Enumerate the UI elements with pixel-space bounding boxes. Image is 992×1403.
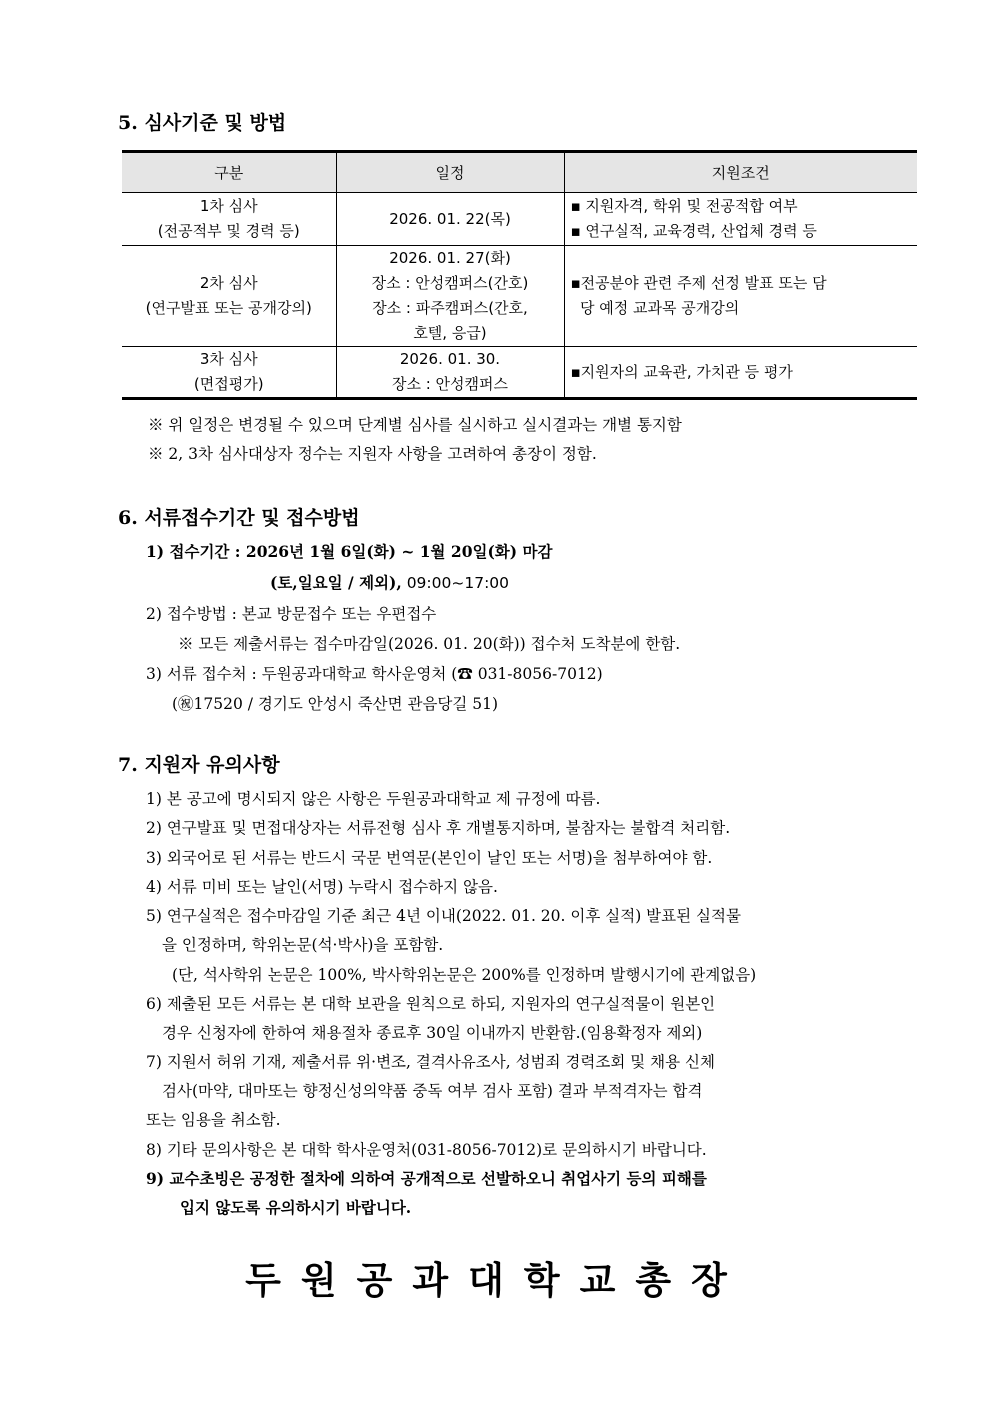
- table-header-row: [122, 152, 917, 193]
- issuer-signature: 두원공과대학교총장: [245, 1258, 747, 1302]
- application-period-exclusion: [270, 571, 509, 593]
- row2-schedule: [336, 246, 564, 347]
- section-7-title: 7. 지원자 유의사항: [118, 754, 280, 776]
- row1-schedule-line: 2026. 01. 22(목): [389, 209, 511, 228]
- notice-item-cont: 을 인정하며, 학위논문(석·박사)을 포함함.: [162, 936, 444, 954]
- row3-category-line: 3차 심사: [199, 350, 258, 368]
- row2-schedule-line: 2026. 01. 27(화): [389, 249, 511, 267]
- row1-schedule: [336, 193, 564, 246]
- row2-conditions: [564, 246, 917, 347]
- notice-item: 8) 기타 문의사항은 본 대학 학사운영처(031-8056-7012)로 문의하시기 바랍니다.: [146, 1141, 707, 1159]
- row2-condition-line: ▪전공분야 관련 주제 선정 발표 또는 담: [570, 274, 827, 292]
- note-line: ※ 위 일정은 변경될 수 있으며 단계별 심사를 실시하고 실시결과는 개별 통지함: [148, 416, 682, 434]
- row3-condition-line: ▪지원자의 교육관, 가치관 등 평가: [570, 362, 793, 381]
- exclusion-days: (토,일요일 / 제외),: [270, 573, 402, 592]
- notice-item: 1) 본 공고에 명시되지 않은 사항은 두원공과대학교 제 규정에 따름.: [146, 790, 601, 808]
- notice-item-cont: 검사(마약, 대마또는 향정신성의약품 중독 여부 검사 포함) 결과 부적격자는 합격: [162, 1082, 703, 1100]
- application-method-note: ※ 모든 제출서류는 접수마감일(2026. 01. 20(화)) 접수처 도착분에 한함.: [178, 635, 681, 653]
- row1-category-line: (전공적부 및 경력 등): [157, 222, 300, 240]
- row3-schedule: [336, 347, 564, 399]
- notice-item: 7) 지원서 허위 기재, 제출서류 위·변조, 결격사유조사, 성범죄 경력조회 및 채용 신체: [146, 1053, 715, 1071]
- row2-category-line: (연구발표 또는 공개강의): [145, 299, 312, 317]
- row2-category-line: 2차 심사: [199, 274, 258, 292]
- row2-schedule-line: 장소 : 파주캠퍼스(간호,: [372, 299, 528, 317]
- notice-item: 5) 연구실적은 접수마감일 기준 최근 4년 이내(2022. 01. 20. 이후 실적) 발표된 실적물: [146, 907, 741, 925]
- notice-item-cont: 또는 임용을 취소함.: [146, 1111, 281, 1129]
- notice-item-bold: 9) 교수초빙은 공정한 절차에 의하여 공개적으로 선발하오니 취업사기 등의 피해를: [146, 1169, 707, 1188]
- application-hours: 09:00~17:00: [401, 574, 510, 592]
- application-address: (㊗17520 / 경기도 안성시 죽산면 관음당길 51): [172, 695, 499, 713]
- row1-condition-line: ▪ 연구실적, 교육경력, 산업체 경력 등: [570, 222, 817, 240]
- row3-schedule-line: 2026. 01. 30.: [399, 350, 501, 368]
- notice-item-cont: (단, 석사학위 논문은 100%, 박사학위논문은 200%를 인정하며 발행시기에 관계없음): [172, 966, 757, 984]
- row3-category-line: (면접평가): [193, 375, 264, 393]
- section-5-title: 5. 심사기준 및 방법: [118, 112, 287, 134]
- review-criteria-table: [122, 150, 917, 400]
- application-period: 1) 접수기간 : 2026년 1월 6일(화) ~ 1월 20일(화) 마감: [146, 542, 553, 561]
- row3-category: [122, 347, 336, 399]
- row2-schedule-line: 호텔, 응급): [413, 324, 487, 342]
- notice-item: 3) 외국어로 된 서류는 반드시 국문 번역문(본인이 날인 또는 서명)을 첨부하여야 함.: [146, 849, 713, 867]
- section-6-title: 6. 서류접수기간 및 접수방법: [118, 507, 360, 529]
- header-category: 구분: [122, 152, 336, 193]
- row1-category: [122, 193, 336, 246]
- row2-schedule-line: 장소 : 안성캠퍼스(간호): [371, 274, 529, 292]
- note-line: ※ 2, 3차 심사대상자 정수는 지원자 사항을 고려하여 총장이 정함.: [148, 445, 597, 463]
- header-schedule: 일정: [336, 152, 564, 193]
- application-method: 2) 접수방법 : 본교 방문접수 또는 우편접수: [146, 605, 437, 623]
- row3-schedule-line: 장소 : 안성캠퍼스: [391, 375, 509, 393]
- notice-item: 6) 제출된 모든 서류는 본 대학 보관을 원칙으로 하되, 지원자의 연구실적물이 원본인: [146, 995, 716, 1013]
- application-office: 3) 서류 접수처 : 두원공과대학교 학사운영처 (☎ 031-8056-7012): [146, 665, 603, 683]
- row2-condition-line: 당 예정 교과목 공개강의: [570, 299, 740, 317]
- header-conditions: 지원조건: [564, 152, 917, 193]
- notice-item: 2) 연구발표 및 면접대상자는 서류전형 심사 후 개별통지하며, 불참자는 불합격 처리함.: [146, 819, 731, 837]
- notice-item: 4) 서류 미비 또는 날인(서명) 누락시 접수하지 않음.: [146, 878, 498, 896]
- notice-item-cont: 경우 신청자에 한하여 채용절차 종료후 30일 이내까지 반환함.(임용확정자 제외): [162, 1024, 703, 1042]
- table-row: [122, 193, 917, 246]
- table-row: [122, 347, 917, 399]
- row1-condition-line: ▪ 지원자격, 학위 및 전공적합 여부: [570, 197, 798, 215]
- row1-conditions: [564, 193, 917, 246]
- row1-category-line: 1차 심사: [199, 197, 258, 215]
- table-row: [122, 246, 917, 347]
- row2-category: [122, 246, 336, 347]
- notice-item-bold-cont: 입지 않도록 유의하시기 바랍니다.: [180, 1198, 412, 1217]
- row3-conditions: [564, 347, 917, 399]
